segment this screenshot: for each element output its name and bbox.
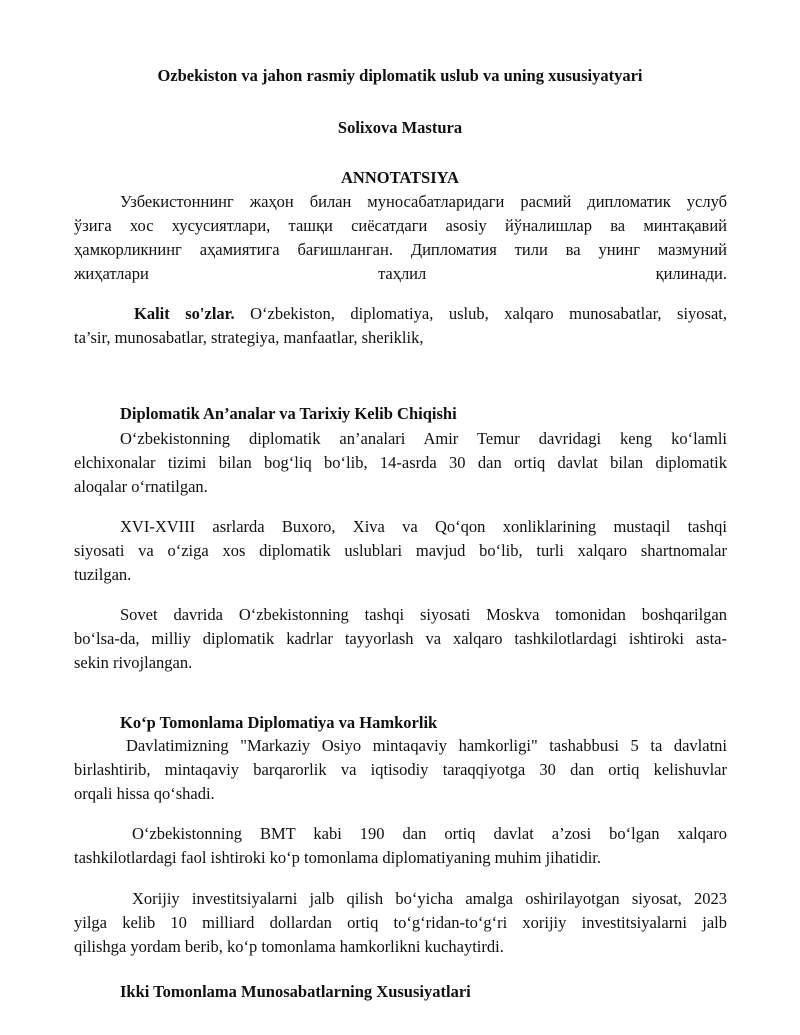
- paragraph-line: Xorijiy investitsiyalarni jalb qilish bo‘yicha amalga oshirilayotgan siyosat, 2023: [132, 889, 727, 908]
- paragraph-line: O‘zbekistonning diplomatik an’analari Amir Temur davridagi keng ko‘lamli: [120, 429, 727, 448]
- body-paragraph: [74, 427, 727, 499]
- paragraph-line: Sovet davrida O‘zbekistonning tashqi siyosati Moskva tomonidan boshqarilgan: [120, 605, 727, 624]
- annotation-line: ўзига хос хусусиятлари, ташқи сиёсатдаги asosiy йўналишлар ва минтақавий: [74, 216, 727, 235]
- paragraph-line: Davlatimizning "Markaziy Osiyo mintaqaviy hamkorligi" tashabbusi 5 ta davlatni: [126, 736, 727, 755]
- body-paragraph: [74, 515, 727, 587]
- paragraph-line: orqali hissa qo‘shadi.: [74, 784, 215, 803]
- annotation-line: жиҳатлари тaҳлил қилинади.: [74, 264, 727, 283]
- paragraph-line: sekin rivojlangan.: [74, 653, 193, 672]
- keywords-label: Kalit so'zlar.: [134, 304, 235, 323]
- document-title: Ozbekiston va jahon rasmiy diplomatik uslub va uning xususiyatyari: [157, 66, 643, 85]
- body-paragraph: [74, 822, 727, 870]
- annotation-paragraph: [74, 190, 727, 286]
- paragraph-line: tuzilgan.: [74, 565, 132, 584]
- paragraph-line: yilga kelib 10 milliard dollardan ortiq to‘g‘ridan-to‘g‘ri xorijiy investitsiyalarni jalb: [74, 913, 727, 932]
- body-paragraph: [74, 887, 727, 959]
- keywords-line: [74, 302, 727, 326]
- keywords-line: ta’sir, munosabatlar, strategiya, manfaatlar, sheriklik,: [74, 328, 424, 347]
- author-name: Solixova Mastura: [337, 118, 463, 137]
- body-paragraph: [74, 734, 727, 806]
- paragraph-line: XVI-XVIII asrlarda Buxoro, Xiva va Qo‘qon xonliklarining mustaqil tashqi: [120, 517, 727, 536]
- paragraph-line: tashkilotlardagi faol ishtiroki ko‘p tomonlama diplomatiyaning muhim jihatidir.: [74, 848, 602, 867]
- body-paragraph: [74, 603, 727, 675]
- paragraph-line: qilishga yordam berib, ko‘p tomonlama hamkorlikni kuchaytirdi.: [74, 937, 504, 956]
- annotation-line: ҳамкорликнинг аҳамиятига бағишланган. Дипломатия тили ва унинг мазмуний: [74, 240, 727, 259]
- annotation-line: Узбекистоннинг жаҳон билан муносабатларидаги расмий дипломатик услуб: [120, 192, 727, 211]
- paragraph-line: siyosati va o‘ziga xos diplomatik uslublari mavjud bo‘lib, turli xalqaro shartnomalar: [74, 541, 727, 560]
- section-heading: Ko‘p Tomonlama Diplomatiya va Hamkorlik: [120, 713, 438, 732]
- paragraph-line: elchixonalar tizimi bilan bog‘liq bo‘lib, 14-asrda 30 dan ortiq davlat bilan diplomatik: [74, 453, 727, 472]
- paragraph-line: bo‘lsa-da, milliy diplomatik kadrlar tayyorlash va xalqaro tashkilotlardagi ishtiroki asta-: [74, 629, 727, 648]
- paragraph-line: aloqalar o‘rnatilgan.: [74, 477, 208, 496]
- keywords-text: O‘zbekiston, diplomatiya, uslub, xalqaro munosabatlar, siyosat,: [234, 304, 727, 323]
- paragraph-line: O‘zbekistonning BMT kabi 190 dan ortiq davlat a’zosi bo‘lgan xalqaro: [132, 824, 727, 843]
- annotation-heading: ANNOTATSIYA: [341, 168, 459, 187]
- section-heading: Ikki Tomonlama Munosabatlarning Xususiyatlari: [120, 982, 471, 1001]
- keywords-paragraph: [74, 302, 727, 350]
- paragraph-line: birlashtirib, mintaqaviy barqarorlik va iqtisodiy taraqqiyotga 30 dan ortiq kelishuvlar: [74, 760, 727, 779]
- section-heading: Diplomatik An’analar va Tarixiy Kelib Chiqishi: [120, 404, 457, 423]
